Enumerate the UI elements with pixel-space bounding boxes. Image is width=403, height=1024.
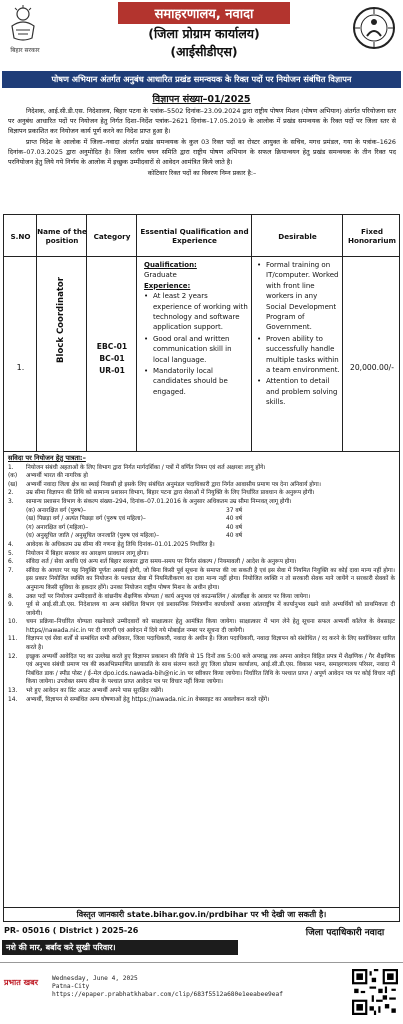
list-item: • Good oral and written communication skill in local language. (144, 334, 248, 365)
experience-label: Experience: (144, 281, 191, 290)
clause-item: (ख) अभ्यर्थी नवादा जिला क्षेत्र का स्थाई निवासी हो इसके लिए संबंधित अनुमंडल पदाधिकारी द्वारा निर्गत आवासीय प्रमाण पत्र देना अनिवार्य होगा। (8, 481, 321, 488)
clause-item: 1. नियोजन संबंधी अहताओं के लिए विभाग द्वारा निर्गत मार्गदर्शिका / पत्रों में वर्णित नियम एवं शर्त अक्षरशः लागू होंगे। (8, 464, 266, 471)
header-department: (जिला प्रोग्राम कार्यालय) (148, 26, 260, 41)
qr-code-icon[interactable] (352, 969, 398, 1015)
qualification-value: Graduate (144, 271, 177, 280)
list-item: • Attention to detail and problem solving skills. (257, 376, 340, 407)
header-sno: S.NO (10, 231, 31, 241)
experience-list (144, 291, 248, 397)
age-limit-row: (ख) पिछड़ा वर्ग / अत्यंत पिछड़ा वर्ग (पुरुष एवं महिला)– 40 वर्ष (26, 516, 243, 523)
clause-item: 8. उक्त पदों पर नियोजन उम्मीदवारों के वांछनीय शैक्षणिक योग्यता / कार्य अनुभव एवं काउन्सलिंग / अंतर्वीक्षा के आधार पर किया जायेगा। (8, 593, 311, 600)
list-item: • At least 2 years experience of working with technology and software application support. (144, 291, 248, 333)
clause-item: 9. पूर्व से आई.सी.डी.एस. निदेशालय या अन्य संबंधित विभाग एवं प्रशासनिक नियंत्रणीन कार्यालयों अथवा आंतराष्ट्रीय में कार्यानुभव रखने वाले अभ्यर्थियों को प्राथमिकता दी जायेगी। (8, 602, 395, 617)
intro-paragraph-1: निदेशक, आई.सी.डी.एस. निदेशालय, बिहार पटना के पत्रांक–5502 दिनांक–23.09.2024 द्वारा राष्ट्रीय पोषण मिशन (पोषण अभियान) अंतर्गत परियोजना स्तर पर अनुबंध आधारित पदों पर नियोजन हेतु निर्गत दिशा–निर्देश पत्रांक–2621 दिनांक–17.05.2019 के आलोक में प्रखंड समन्वयक के रिक्त पदों पर जिला स्तर से विज्ञापन प्रकाशित कर नियोजन कार्य पूर्ण करने का निदेश प्राप्त हुआ है। (8, 107, 396, 135)
clause-item: 11. विज्ञापन एवं सेवा शर्तों से सम्बंधित सभी अधिकार, जिला पदाधिकारी, नवादा के अधीन है। जिला पदाधिकारी, नवादा विज्ञापन को संशोधित / रद करने के लिए सर्वाधिकार धारित करते है। (8, 636, 395, 652)
clause-item: (क) अभ्यर्थी भारत की नागरिक हो (8, 473, 88, 480)
clause-item: 4. आवेदक के अधिकतम उम्र सीमा की गणना हेतु तिथि दिनांक–01.01.2025 निर्धारित है। (8, 541, 215, 548)
intro-text (8, 106, 396, 179)
list-item: • Proven ability to successfully handle multiple tasks within a team environment. (257, 334, 340, 376)
left-logo-caption: बिहार सरकार (10, 47, 40, 54)
clause-item: 7. संविदा के आधार पर यह नियुक्ति पूर्णतः अस्थाई होगी, जो बिना किसी पूर्व सूचना के समाप्त की जा सकती है एवं इस सेवा में नियमित नियुक्ति का कोई दावा मान्य नहीं होगा। इस प्रकार नियोजित व्यक्ति का नियोजन के पश्चात सेवा में नियमितीकरण का दावा मान्य नहीं होगा। नियोजित व्यक्ति न तो सरकारी सेवक माने जायेंगे न सरकारी सेवकों के अनुमान्य किसी सुविधा के हकदार होंगे। उनका नियोजन राष्ट्रीय पोषण मिशन के अधीन होगा। (8, 567, 395, 591)
list-item: • Mandatorily local candidates should be engaged. (144, 366, 248, 397)
list-item: • Formal training on IT/computer. Worked with front line workers in any Social Development Program of Government. (257, 260, 340, 333)
age-limit-row: (क) अनारक्षित वर्ग (पुरुष)– 37 वर्ष (26, 507, 243, 514)
row-honorarium: 20,000.00/- (350, 363, 394, 372)
header-title-block (70, 2, 338, 60)
category-item: EBC-01 (96, 342, 128, 351)
header-category: Category (93, 231, 131, 241)
intro-paragraph-2: प्राप्त निदेश के आलोक में जिला–नवादा अंतर्गत प्रखंड समन्वयक के कुल 03 रिक्त पदों का रोस्टर आयुक्त के सचिव, मगध प्रमंडल, गया के पत्रांक–1626 दिनांक–07.03.2025 द्वारा अनुमोदित है। जिला स्तरीय चयन समिति द्वारा राष्ट्रीय पोषण अभियान के सफल क्रियान्वयन हेतु प्रखंड समन्वयक के तीन रिक्त पद परनियोजन हेतु लिये गये निर्णय के आलोक में इच्छुक उम्मीदवारों से आवेदन आमंत्रित किये जाते है। (8, 138, 396, 166)
desirable-list (257, 260, 340, 408)
clip-meta (52, 975, 283, 999)
header-qualification: Essential Qualification and Experience (140, 227, 249, 245)
intro-paragraph-3: कोटिवार रिक्त पदों का विवरण निम्न प्रकार है:– (147, 169, 257, 177)
header (0, 0, 403, 70)
category-item: UR-01 (99, 366, 125, 375)
slogan-bar: नशे की मार, बर्बाद करे सुखी परिवार। (2, 940, 238, 955)
clause-item: 12. इच्छुक अभ्यर्थी आवेदित पद का उल्लेख करते हुए विज्ञापन प्रकाशन की तिथि से 15 दिनों तक 5:00 बजे अपराह्न तक अपना आवेदन विहित प्रपत्र में शैक्षणिक / गैर शैक्षणिक एवं अनुभव संबंधी प्रमाण पत्र की स्वअभिप्रमाणित छायाप्रति के साथ संलग्न करते हुए जिला प्रोग्राम कार्यालय, आई.सी.डी.एस. विकास भवन, समाहरणालय परिसर, नवादा में निबंधित डाक / स्पीड पोस्ट / ई–मेल dpo.icds.nawada-bih@nic.in पर स्वीकार किया जायेगा। निर्धारित तिथि के पश्चात प्राप्त / अपूर्ण आवेदन पत्र पर कोई विचार नहीं किया जायेगा। उपरोक्त समय सीमा के पश्चात प्राप्त आवेदन पत्र पर विचार नहीं किया जायेगा। (8, 653, 395, 686)
header-honorarium: Fixed Honorarium (347, 227, 397, 245)
clause-item: 5. नियोजन में बिहार सरकार का आरक्षण प्रावधान लागू होगा। (8, 550, 149, 557)
more-info-line: विस्तृत जानकारी state.bihar.gov.in/prdbihar पर भी देखी जा सकती है। (3, 908, 400, 922)
header-office: समाहरणालय, नवादा (118, 2, 290, 24)
row-sno: 1. (16, 363, 25, 372)
age-limit-row: (ग) अनारक्षित वर्ग (महिला)– 40 वर्ष (26, 524, 243, 531)
clip-date: Wednesday, June 4, 2025 (52, 975, 138, 982)
category-item: BC-01 (99, 354, 125, 363)
header-name: Name of the position (37, 227, 87, 245)
age-limit-row: (घ) अनुसूचित जाति / अनुसूचित जनजाति (पुरुष एवं महिला)– 40 वर्ष (26, 533, 243, 540)
row-desirable (252, 258, 343, 409)
clause-item: 13. भरे हुए आवेदन का प्रिंट आउट अभ्यर्थी अपने पास सुरक्षित रखेंगे। (8, 688, 164, 695)
epaper-footer (0, 962, 403, 1024)
qualification-label: Qualification: (144, 261, 197, 269)
pr-number: PR- 05016 ( District ) 2025-26 (4, 926, 139, 935)
clause-item: 3. सामान्य प्रशासन विभाग के संकल्प संख्या–294, दिनांक–07.01.2016 के अनुसार अधिकतम उम्र सीमा निम्नवत् लागू होगी। (8, 498, 292, 505)
clause-item: 2. उम्र सीमा विज्ञापन की तिथि को सामान्य प्रशासन विभाग, बिहार पटना द्वारा सेवाओं में नियुक्ति के लिए निर्धारित प्रावधान के अनुरूप होगी। (8, 490, 315, 497)
header-unit: (आईसीडीएस) (170, 44, 238, 59)
position-name-text: Block Coordinator (56, 277, 66, 363)
clip-city: Patna-City (52, 983, 90, 990)
row-position-name (36, 250, 86, 390)
row-qualification (137, 258, 252, 398)
advert-title: पोषण अभियान अंतर्गत अनुबंध आधारित प्रखंड समन्वयक के रिक्त पदों पर नियोजन संबंधित विज्ञापन (2, 71, 401, 88)
clause-item: 10. चयन प्रक्रिया–निर्धारित योग्यता रखनेवाले उम्मीदवारों को साक्षात्कार हेतु आमंत्रित किया जायेगा। साक्षात्कार में भाग लेने हेतु सूचना सफल अभ्यर्थी कॉलेज के वेबसाइट https//nawada.nic.in पर दी जाएगी एवं आवेदन में दिये गये मोबाईल नम्बर पर सूचना दी जायेगी। (8, 619, 395, 634)
eligibility-section (3, 452, 400, 908)
header-desirable: Desirable (278, 231, 317, 241)
bihar-emblem-icon (6, 4, 40, 44)
signatory: जिला पदाधिकारी नवादा (305, 928, 385, 938)
clause-item: 14. अभ्यर्थी, विज्ञापन से सम्बंधित अन्य घोषणाओं हेतु https://nawada.nic.in वेबसाइट का अवलोकन करते रहेंगे। (8, 696, 270, 703)
icds-emblem-icon (352, 6, 396, 50)
advert-number: विज्ञापन संख्या–01/2025 (152, 94, 251, 105)
newspaper-brand: प्रभात खबर (4, 978, 38, 987)
clip-url[interactable]: https://epaper.prabhatkhabar.com/clip/683f5512a680e1eeabee9eaf (52, 991, 283, 998)
row-categories (87, 341, 137, 377)
eligibility-heading: सविदा पर नियोजन हेतु पात्रता:– (8, 454, 86, 462)
clause-item: 6. संविदा शर्त / सेवा अवधि एवं अन्य शर्त बिहार सरकार द्वारा समय–समय पर निर्गत संकल्प / नियमावली / आदेश के अनुरूप होगा। (8, 559, 297, 566)
